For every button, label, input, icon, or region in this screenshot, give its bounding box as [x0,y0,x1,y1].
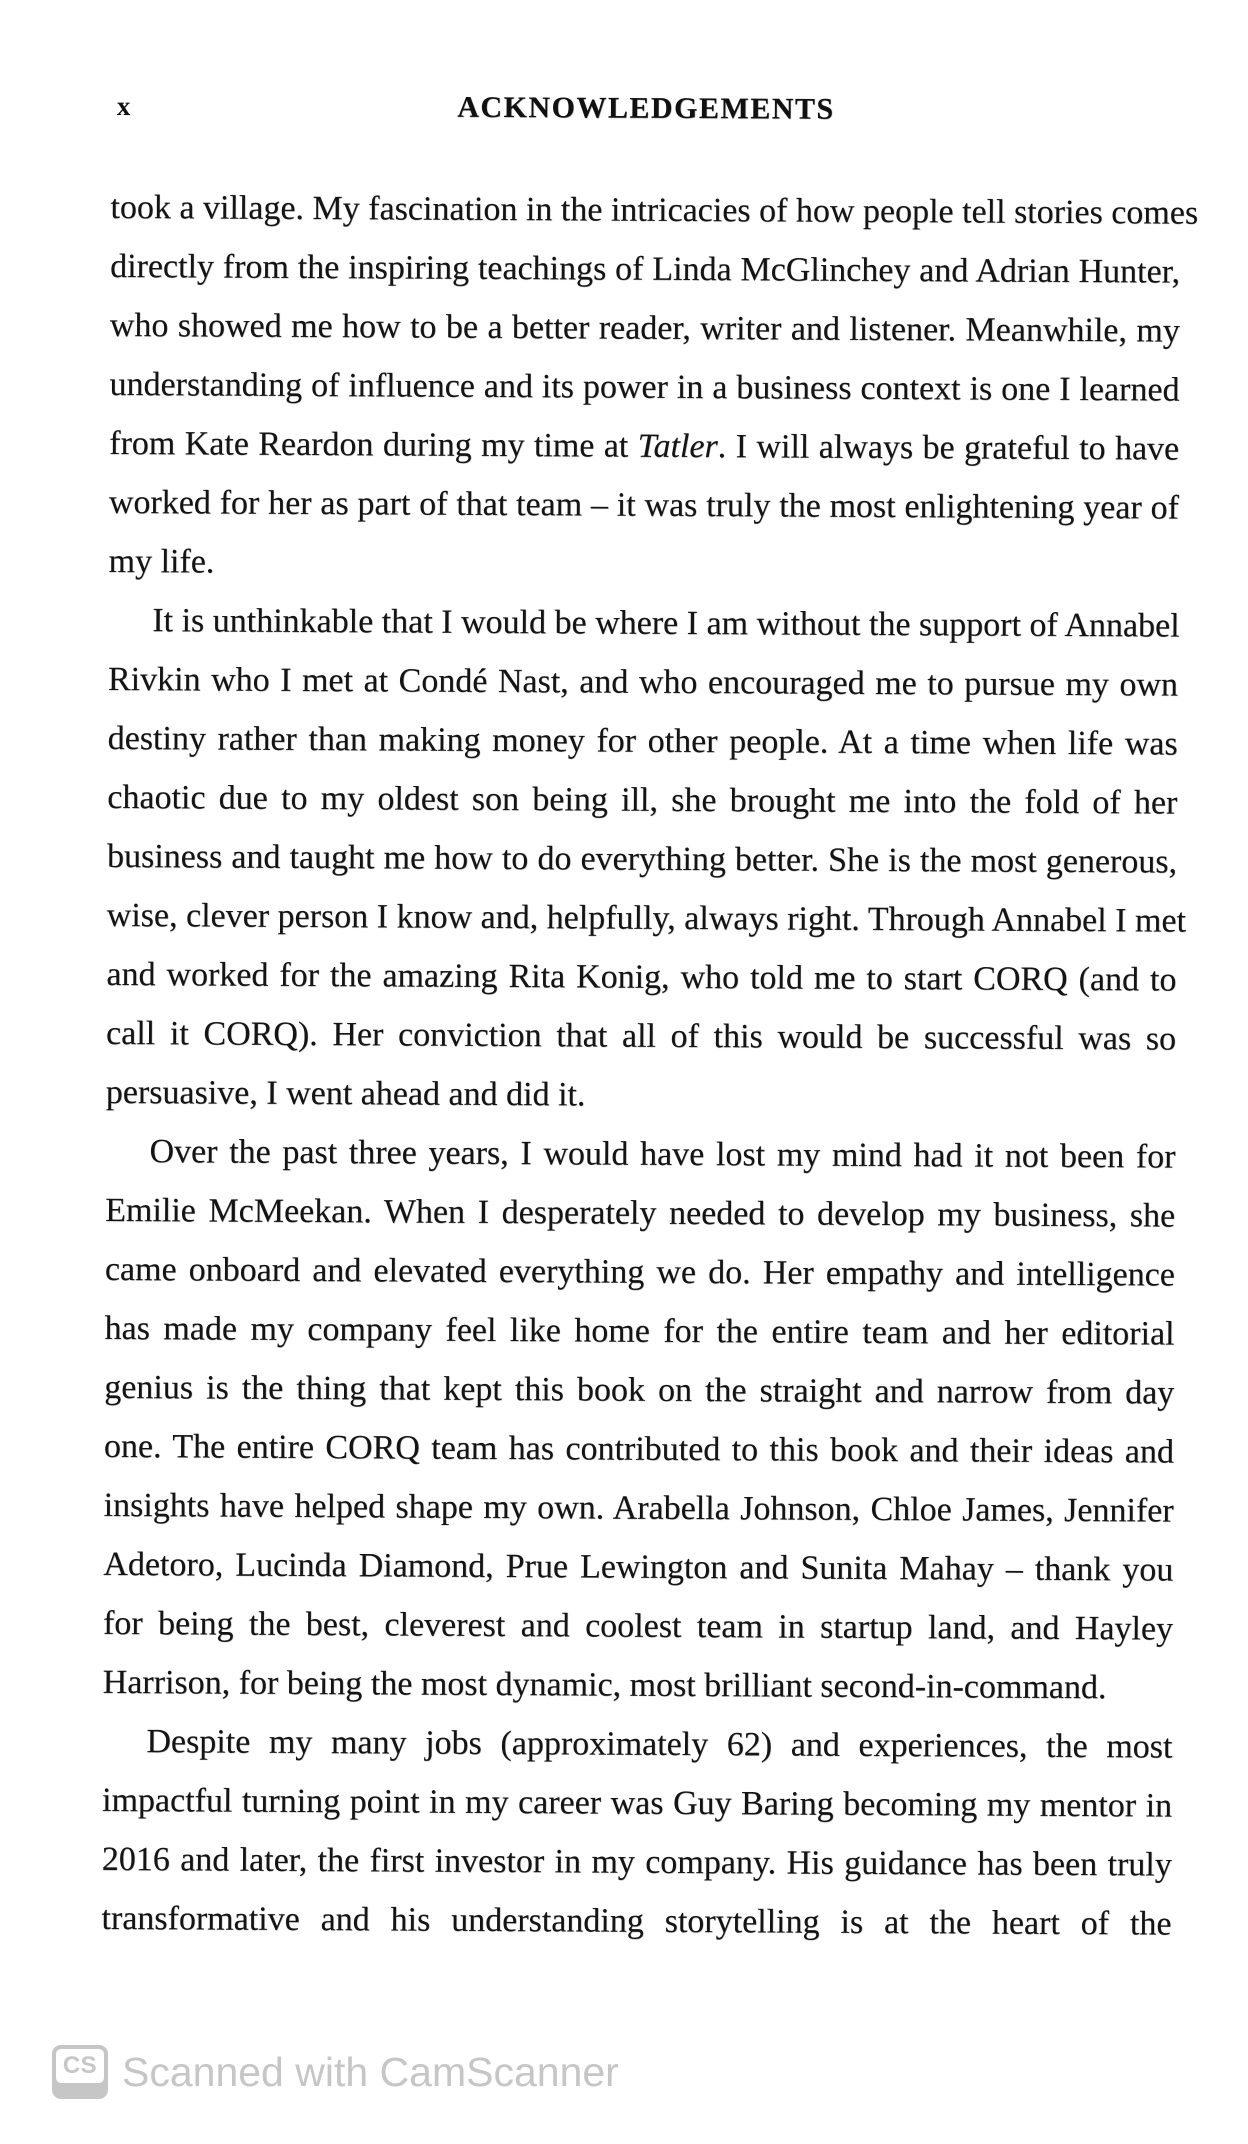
camscanner-watermark-label: Scanned with CamScanner [122,2049,619,2095]
page-title: ACKNOWLEDGEMENTS [457,90,835,126]
camscanner-logo-letters: CS [62,2052,98,2079]
text-line: call it CORQ). Her conviction that all of this would be successful was so [106,1014,1177,1058]
text-line: has made my company feel like home for the entire team and her editorial [104,1309,1175,1353]
text-line: who showed me how to be a better reader, writer and listener. Meanwhile, my [109,306,1180,350]
text-line: wise, clever person I know and, helpfully, always right. Through Annabel I met [106,896,1187,940]
text-line: Harrison, for being the most dynamic, most brilliant second-in-command. [102,1663,1107,1707]
text-line: came onboard and elevated everything we do. Her empathy and intelligence [104,1250,1175,1294]
text-line: transformative and his understanding storytelling is at the heart of the [101,1899,1172,1943]
text-line: from Kate Reardon during my time at Tatler. I will always be grateful to have [109,424,1180,468]
page-number: x [116,90,132,122]
text-line: worked for her as part of that team – it was truly the most enlightening year of [108,483,1179,527]
text-line: Rivkin who I met at Condé Nast, and who encouraged me to pursue my own [107,660,1179,704]
text-line: destiny rather than making money for other people. At a time when life was [107,719,1178,763]
camscanner-watermark [52,2045,619,2099]
text-line: impactful turning point in my career was Guy Baring becoming my mentor in [101,1781,1173,1825]
text-line: Over the past three years, I would have lost my mind had it not been for [149,1133,1176,1176]
camscanner-logo-icon [52,2045,108,2099]
text-line: my life. [108,542,215,581]
text-line: one. The entire CORQ team has contributed to this book and their ideas and [103,1427,1175,1471]
text-line: persuasive, I went ahead and did it. [105,1073,586,1114]
text-line: 2016 and later, the first investor in my company. His guidance has been truly [101,1840,1172,1884]
text-line: understanding of influence and its power in a business context is one I learned [109,365,1180,409]
text-line: insights have helped shape my own. Arabella Johnson, Chloe James, Jennifer [103,1486,1174,1530]
body-text [101,178,1199,1954]
text-line: It is unthinkable that I would be where I am without the support of Annabel [152,602,1180,645]
text-line: Emilie McMeekan. When I desperately needed to develop my business, she [105,1191,1176,1235]
camscanner-logo-window [52,2045,108,2087]
text-line: Adetoro, Lucinda Diamond, Prue Lewington and Sunita Mahay – thank you [103,1545,1174,1589]
text-line: directly from the inspiring teachings of Linda McGlinchey and Adrian Hunter, [110,247,1181,291]
text-line: and worked for the amazing Rita Konig, who told me to start CORQ (and to [106,955,1177,999]
text-line: genius is the thing that kept this book on the straight and narrow from day [104,1368,1175,1412]
text-line: chaotic due to my oldest son being ill, she brought me into the fold of her [107,778,1178,822]
text-line: business and taught me how to do everything better. She is the most generous, [106,837,1178,881]
text-line: Despite my many jobs (approximately 62) and experiences, the most [146,1723,1173,1766]
text-line: took a village. My fascination in the intricacies of how people tell stories comes [110,188,1199,232]
text-line: for being the best, cleverest and coolest team in startup land, and Hayley [102,1604,1174,1648]
